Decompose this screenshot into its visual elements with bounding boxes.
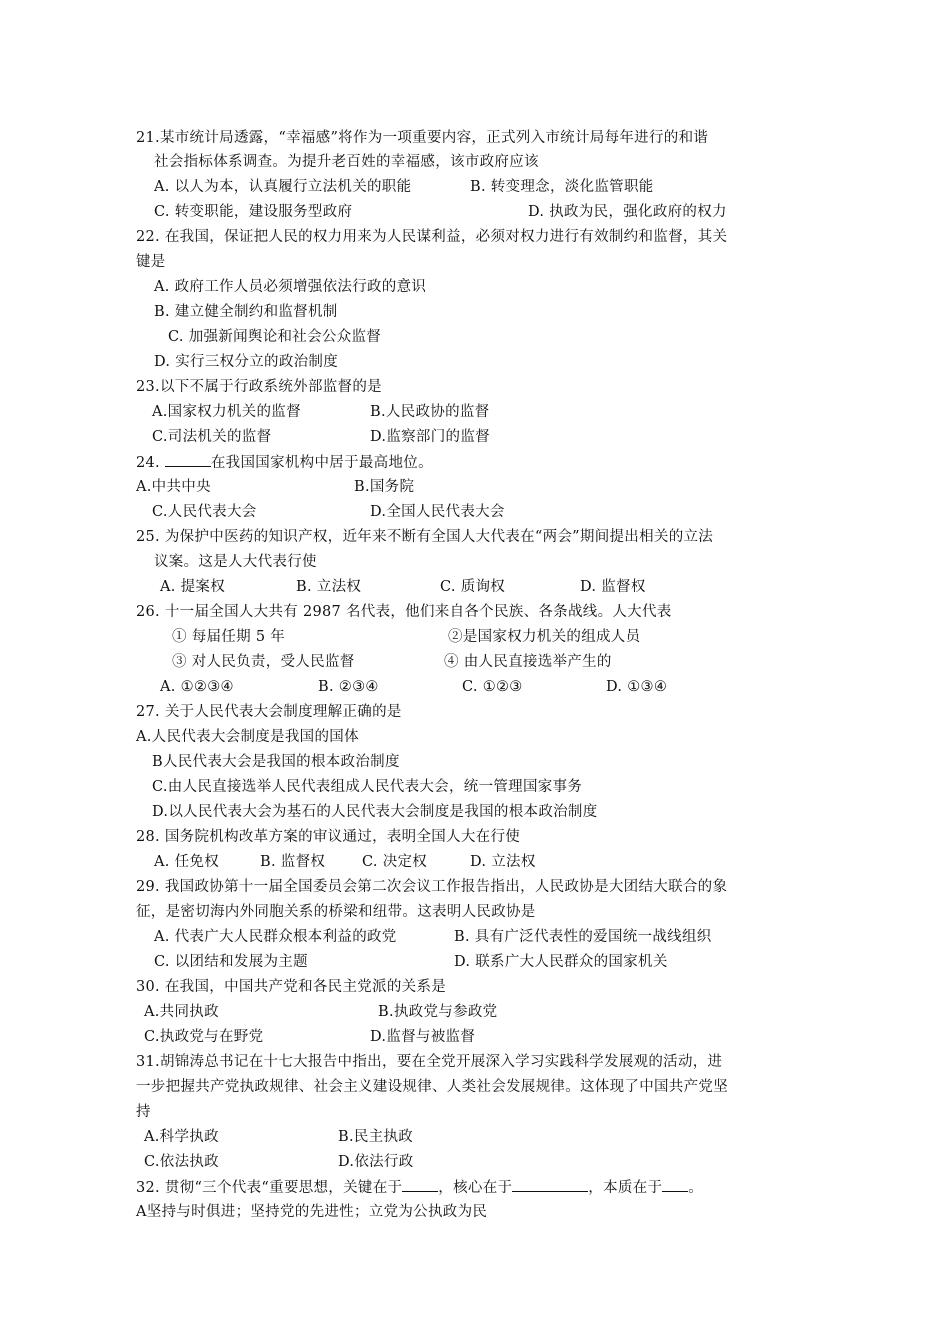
q29-option-b: B. 具有广泛代表性的爱国统一战线组织 xyxy=(454,929,712,945)
q31-option-a: A.科学执政 xyxy=(144,1129,219,1145)
q32-part-4: 。 xyxy=(688,1180,704,1196)
question-30-stem: 30. 在我国，中国共产党和各民主党派的关系是 xyxy=(136,979,447,995)
q26-item-3: ③ 对人民负责，受人民监督 xyxy=(172,654,355,670)
q23-option-d: D.监察部门的监督 xyxy=(370,429,490,445)
q28-option-a: A. 任免权 xyxy=(154,854,219,870)
q25-option-b: B. 立法权 xyxy=(296,579,362,595)
question-22-stem-cont: 键是 xyxy=(136,254,166,270)
question-31-stem-end: 持 xyxy=(136,1104,151,1120)
q26-option-a: A. ①②③④ xyxy=(160,679,234,695)
q29-option-c: C. 以团结和发展为主题 xyxy=(154,954,308,970)
question-27-stem: 27. 关于人民代表大会制度理解正确的是 xyxy=(136,704,402,720)
q21-option-d: D. 执政为民，强化政府的权力 xyxy=(528,204,727,220)
q24-number: 24. xyxy=(136,455,165,471)
question-28-stem: 28. 国务院机构改革方案的审议通过，表明全国人大在行使 xyxy=(136,829,521,845)
q25-option-c: C. 质询权 xyxy=(440,579,506,595)
q22-option-c: C. 加强新闻舆论和社会公众监督 xyxy=(168,329,382,345)
answer-blank xyxy=(662,1177,688,1192)
q32-option-a: A坚持与时俱进；坚持党的先进性；立党为公执政为民 xyxy=(136,1204,488,1220)
question-25-stem-cont: 议案。这是人大代表行使 xyxy=(154,554,317,570)
question-31-stem: 31.胡锦涛总书记在十七大报告中指出，要在全党开展深入学习实践科学发展观的活动，进 xyxy=(136,1054,723,1070)
q31-option-c: C.依法执政 xyxy=(144,1154,219,1170)
question-21-stem-cont: 社会指标体系调查。为提升老百姓的幸福感，该市政府应该 xyxy=(154,154,539,170)
q32-part-1: 32. 贯彻“三个代表“重要思想，关键在于 xyxy=(136,1180,403,1196)
q32-part-2: ，核心在于 xyxy=(438,1180,513,1196)
q27-option-b: B人民代表大会是我国的根本政治制度 xyxy=(152,754,400,770)
q32-part-3: ，本质在于 xyxy=(588,1180,663,1196)
q24-option-c: C.人民代表大会 xyxy=(152,504,257,520)
q26-item-1: ① 每届任期 5 年 xyxy=(172,629,286,645)
q30-option-b: B.执政党与参政党 xyxy=(378,1004,498,1020)
question-31-stem-cont: 一步把握共产党执政规律、社会主义建设规律、人类社会发展规律。这体现了中国共产党坚 xyxy=(136,1079,728,1095)
q23-option-b: B.人民政协的监督 xyxy=(370,404,490,420)
q31-option-d: D.依法行政 xyxy=(338,1154,414,1170)
question-22-stem: 22. 在我国，保证把人民的权力用来为人民谋利益，必须对权力进行有效制约和监督，其关 xyxy=(136,229,728,245)
answer-blank xyxy=(165,452,211,467)
q30-option-d: D.监督与被监督 xyxy=(370,1029,476,1045)
q26-option-b: B. ②③④ xyxy=(318,679,379,695)
question-21-stem: 21.某市统计局透露，“幸福感”将作为一项重要内容，正式列入市统计局每年进行的和谐 xyxy=(136,130,709,146)
question-25-stem: 25. 为保护中医药的知识产权，近年来不断有全国人大代表在“两会”期间提出相关的立法 xyxy=(136,529,714,545)
answer-blank xyxy=(512,1177,588,1192)
q24-option-d: D.全国人民代表大会 xyxy=(370,504,505,520)
q28-option-c: C. 决定权 xyxy=(362,854,428,870)
q30-option-a: A.共同执政 xyxy=(144,1004,219,1020)
q24-option-a: A.中共中央 xyxy=(136,479,211,495)
q25-option-d: D. 监督权 xyxy=(580,579,646,595)
question-23-stem: 23.以下不属于行政系统外部监督的是 xyxy=(136,379,382,395)
q24-option-b: B.国务院 xyxy=(354,479,415,495)
q27-option-a: A.人民代表大会制度是我国的国体 xyxy=(136,729,359,745)
q28-option-d: D. 立法权 xyxy=(470,854,536,870)
q26-option-c: C. ①②③ xyxy=(462,679,523,695)
question-29-stem: 29. 我国政协第十一届全国委员会第二次会议工作报告指出，人民政协是大团结大联合的象 xyxy=(136,879,728,895)
q24-text: 在我国国家机构中居于最高地位。 xyxy=(210,455,433,471)
q21-option-c: C. 转变职能，建设服务型政府 xyxy=(154,204,353,220)
question-29-stem-cont: 征，是密切海内外同胞关系的桥梁和纽带。这表明人民政协是 xyxy=(136,904,536,920)
q23-option-c: C.司法机关的监督 xyxy=(152,429,272,445)
q30-option-c: C.执政党与在野党 xyxy=(144,1029,264,1045)
q29-option-d: D. 联系广大人民群众的国家机关 xyxy=(454,954,668,970)
question-24-stem xyxy=(136,452,433,473)
q23-option-a: A.国家权力机关的监督 xyxy=(152,404,301,420)
q22-option-a: A. 政府工作人员必须增强依法行政的意识 xyxy=(154,279,427,295)
q27-option-d: D.以人民代表大会为基石的人民代表大会制度是我国的根本政治制度 xyxy=(152,804,598,820)
q27-option-c: C.由人民直接选举人民代表组成人民代表大会，统一管理国家事务 xyxy=(152,779,583,795)
q25-option-a: A. 提案权 xyxy=(160,579,225,595)
q26-item-2: ②是国家权力机关的组成人员 xyxy=(448,629,641,645)
q29-option-a: A. 代表广大人民群众根本利益的政党 xyxy=(154,929,397,945)
q22-option-b: B. 建立健全制约和监督机制 xyxy=(154,304,338,320)
q22-option-d: D. 实行三权分立的政治制度 xyxy=(154,354,339,370)
q26-option-d: D. ①③④ xyxy=(606,679,668,695)
q21-option-b: B. 转变理念，淡化监管职能 xyxy=(470,179,654,195)
q31-option-b: B.民主执政 xyxy=(338,1129,414,1145)
answer-blank xyxy=(402,1177,438,1192)
q21-option-a: A. 以人为本，认真履行立法机关的职能 xyxy=(154,179,412,195)
question-32-stem xyxy=(136,1177,703,1198)
q26-item-4: ④ 由人民直接选举产生的 xyxy=(444,654,612,670)
q28-option-b: B. 监督权 xyxy=(260,854,326,870)
question-26-stem: 26. 十一届全国人大共有 2987 名代表，他们来自各个民族、各条战线。人大代表 xyxy=(136,604,672,620)
